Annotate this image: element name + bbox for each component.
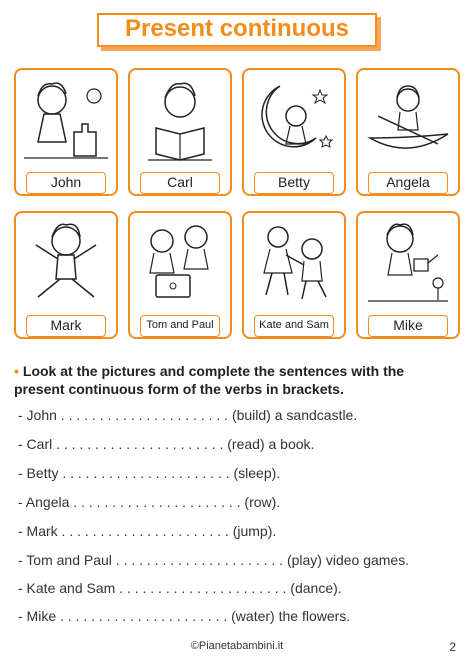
card-name-label: Betty: [254, 172, 334, 194]
girl-sleeping-on-moon-icon: [250, 76, 338, 164]
page-title: Present continuous: [124, 15, 350, 42]
girl-rowing-kayak-icon: [364, 76, 452, 164]
card-name-label: Kate and Sam: [254, 315, 334, 337]
exercise-sentence: - Carl . . . . . . . . . . . . . . . . . . . . . . (read) a book.: [18, 436, 315, 452]
bullet-icon: •: [14, 363, 19, 379]
card-name-label: Carl: [140, 172, 220, 194]
card-name-label: Mark: [26, 315, 106, 337]
page-number: 2: [449, 640, 456, 654]
exercise-sentence: - John . . . . . . . . . . . . . . . . . . . . . . (build) a sandcastle.: [18, 407, 358, 423]
instruction: [14, 362, 454, 398]
exercise-sentence: - Angela . . . . . . . . . . . . . . . . . . . . . . (row).: [18, 494, 281, 510]
card-name-label: John: [26, 172, 106, 194]
picture-card-angela: [356, 68, 460, 196]
picture-card-carl: [128, 68, 232, 196]
exercise-sentence: - Tom and Paul . . . . . . . . . . . . . . . . . . . . . . (play) video games.: [18, 552, 410, 568]
boy-jumping-icon: [22, 219, 110, 307]
picture-card-mark: [14, 211, 118, 339]
footer-credit: ©Pianetabambini.it: [190, 640, 284, 652]
picture-card-john: [14, 68, 118, 196]
picture-card-mike: [356, 211, 460, 339]
boy-building-sandcastle-icon: [22, 76, 110, 164]
exercise-sentence: - Kate and Sam . . . . . . . . . . . . . . . . . . . . . . (dance).: [18, 580, 342, 596]
picture-card-kate-and-sam: [242, 211, 346, 339]
boy-reading-book-icon: [136, 76, 224, 164]
card-name-label: Angela: [368, 172, 448, 194]
exercise-sentence: - Betty . . . . . . . . . . . . . . . . . . . . . . (sleep).: [18, 465, 281, 481]
boy-watering-flowers-icon: [364, 219, 452, 307]
card-name-label: Tom and Paul: [140, 315, 220, 337]
exercise-sentence: - Mike . . . . . . . . . . . . . . . . . . . . . . (water) the flowers.: [18, 608, 351, 624]
picture-card-tom-and-paul: [128, 211, 232, 339]
picture-card-betty: [242, 68, 346, 196]
kids-dancing-icon: [250, 219, 338, 307]
boys-playing-video-games-icon: [136, 219, 224, 307]
instruction-text: Look at the pictures and complete the sentences with the present continuous form of the verbs in brackets.: [14, 363, 405, 397]
exercise-sentence: - Mark . . . . . . . . . . . . . . . . . . . . . . (jump).: [18, 523, 277, 539]
card-name-label: Mike: [368, 315, 448, 337]
